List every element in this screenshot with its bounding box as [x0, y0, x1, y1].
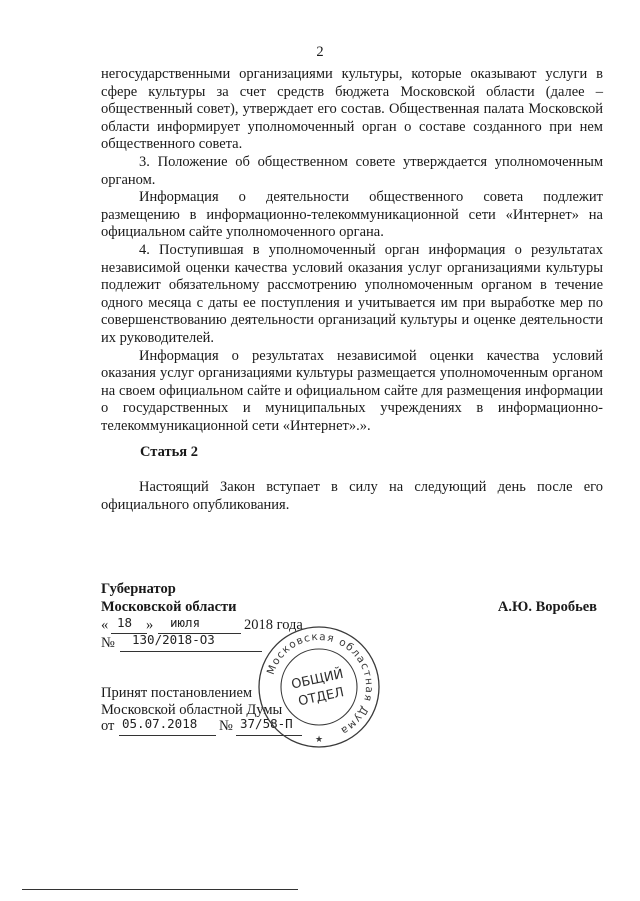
paragraph-3-council-regulation: 3. Положение об общественном совете утверждается уполномоченным органом. — [101, 153, 603, 188]
page-number: 2 — [316, 44, 324, 60]
adoption-line-2: Московской областной Думы — [101, 702, 283, 718]
article-2-body — [101, 479, 603, 514]
date-open-quote: « — [101, 617, 109, 633]
stamp-outer-ring — [259, 627, 379, 747]
signing-year: 2018 года — [244, 617, 303, 633]
governor-name: А.Ю. Воробьев — [497, 599, 597, 615]
governor-title: Губернатор — [101, 581, 176, 597]
law-text-body — [101, 66, 603, 435]
stamp-star-icon: ★ — [314, 734, 324, 744]
adoption-number-value: 37/58-П — [240, 716, 293, 731]
date-close-quote: » — [146, 617, 154, 633]
paragraph-council-composition: негосударственными организациями культуры, которые оказывают услуги в сфере культуры за счет средств бюджета Московской области (далее – общественный совет), утверждает его состав. Общественная палата Московской области информирует уполномоченный орган о составе созданного при нем общественного совета. — [101, 66, 603, 153]
stamp-center-line-2: ОТДЕЛ — [296, 685, 346, 710]
stamp-ring-text: Московская областная Дума — [264, 630, 376, 738]
adoption-date-underline — [119, 735, 216, 736]
adoption-line-1: Принят постановлением — [101, 685, 253, 701]
adoption-date-label: от — [101, 718, 115, 734]
bottom-rule — [22, 889, 298, 890]
adoption-number-label: № — [219, 718, 233, 734]
adoption-date-value: 05.07.2018 — [122, 716, 198, 731]
law-number-value: 130/2018-ОЗ — [132, 632, 215, 647]
signing-day: 18 — [117, 615, 133, 630]
stamp-center-line-1: ОБЩИЙ — [290, 666, 345, 693]
article-2-heading: Статья 2 — [140, 444, 198, 460]
paragraph-evaluation-publication: Информация о результатах независимой оценки качества условий оказания услуг организациями культуры размещается уполномоченным органом на своем официальном сайте и официальном сайте для размещения информации о государственных и муниципальных учреждениях в информационно-телекоммуникационной сети «Интернет».». — [101, 347, 603, 434]
office-stamp — [256, 624, 382, 750]
paragraph-council-info-publication: Информация о деятельности общественного совета подлежит размещению в информационно-телекоммуникационной сети «Интернет» на официальном сайте уполномоченного органа. — [101, 189, 603, 241]
signing-month: июля — [170, 615, 201, 630]
law-number-underline — [120, 651, 262, 652]
article-2-text: Настоящий Закон вступает в силу на следующий день после его официального опубликования. — [101, 479, 603, 513]
law-number-label: № — [101, 635, 115, 651]
governor-region: Московской области — [101, 599, 237, 615]
paragraph-4-evaluation-review: 4. Поступившая в уполномоченный орган информация о результатах независимой оценки качества условий оказания услуг организациями культуры подлежит обязательному рассмотрению уполномоченным органом в течение одного месяца с даты ее поступления и учитывается им при выработке мер по совершенствованию деятельности организаций культуры и оценке деятельности их руководителей. — [101, 241, 603, 346]
